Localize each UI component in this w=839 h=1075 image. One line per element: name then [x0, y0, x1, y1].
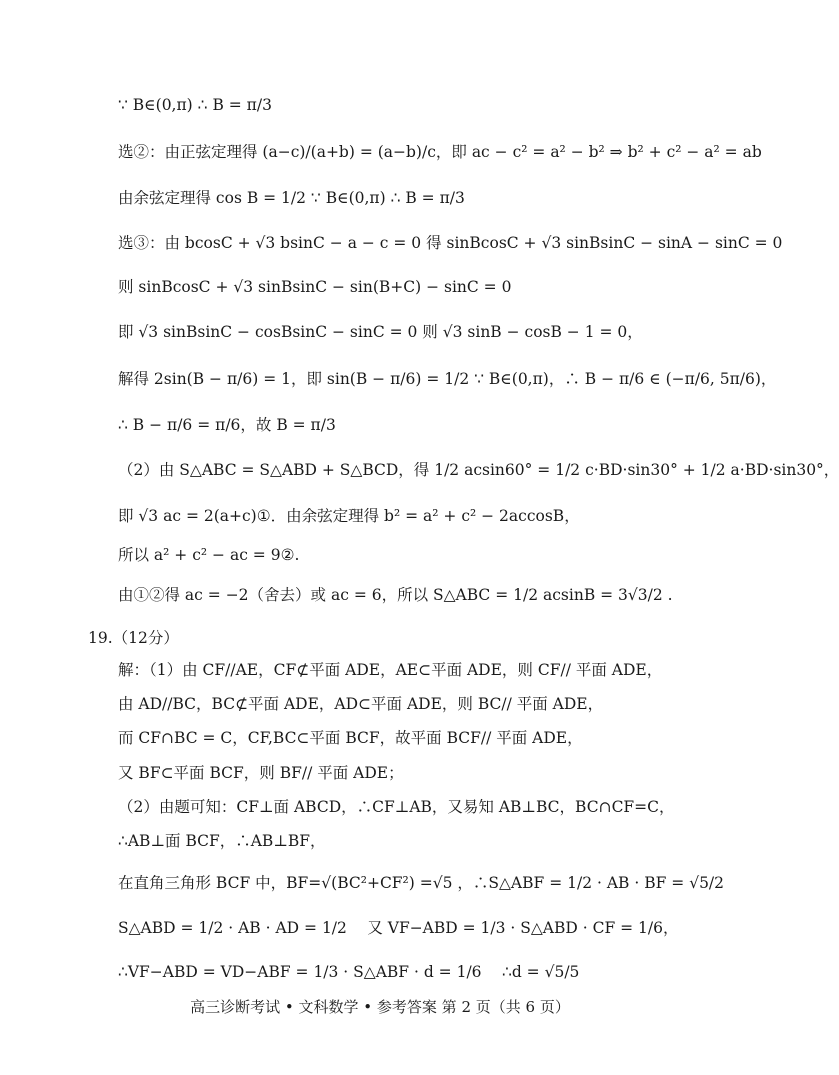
solution-line: 即 √3 sinBsinC − cosBsinC − sinC = 0 则 √3 sinB − cosB − 1 = 0，: [118, 323, 643, 341]
solution-line: 则 sinBcosC + √3 sinBsinC − sin(B+C) − sinC = 0: [118, 278, 512, 296]
solution-line: 所以 a² + c² − ac = 9②.: [118, 546, 300, 564]
page-footer: 高三诊断考试 • 文科数学 • 参考答案 第 2 页（共 6 页）: [190, 998, 570, 1016]
question-number: 19.（12分）: [88, 629, 179, 647]
solution-line: ∴AB⊥面 BCF，∴AB⊥BF，: [118, 832, 326, 850]
solution-line: 选③：由 bcosC + √3 bsinC − a − c = 0 得 sinBcosC + √3 sinBsinC − sinA − sinC = 0: [118, 234, 783, 252]
solution-line: （2）由 S△ABC = S△ABD + S△BCD，得 1/2 acsin60° = 1/2 c·BD·sin30° + 1/2 a·BD·sin30°，: [118, 461, 839, 479]
solution-line: 即 √3 ac = 2(a+c)①．由余弦定理得 b² = a² + c² − 2accosB，: [118, 507, 580, 525]
solution-line: 在直角三角形 BCF 中，BF=√(BC²+CF²) =√5 ，∴S△ABF = 1/2 · AB · BF = √5/2: [118, 874, 725, 892]
solution-line: ∴VF−ABD = VD−ABF = 1/3 · S△ABF · d = 1/6 ∴d = √5/5: [118, 963, 580, 981]
solution-line: 由①②得 ac = −2（舍去）或 ac = 6，所以 S△ABC = 1/2 acsinB = 3√3/2 .: [118, 586, 673, 604]
solution-line: S△ABD = 1/2 · AB · AD = 1/2 又 VF−ABD = 1/3 · S△ABD · CF = 1/6，: [118, 919, 679, 937]
solution-line: 解得 2sin(B − π/6) = 1，即 sin(B − π/6) = 1/2 ∵ B∈(0,π)，∴ B − π/6 ∈ (−π/6, 5π/6)，: [118, 370, 777, 388]
solution-line: 而 CF∩BC = C，CF,BC⊂平面 BCF，故平面 BCF// 平面 ADE，: [118, 729, 583, 747]
solution-line: 解：（1）由 CF//AE，CF⊄平面 ADE，AE⊂平面 ADE，则 CF// 平面 ADE，: [118, 661, 663, 679]
solution-line: 又 BF⊂平面 BCF，则 BF// 平面 ADE；: [118, 764, 404, 782]
solution-line: ∴ B − π/6 = π/6，故 B = π/3: [118, 416, 336, 434]
solution-line: （2）由题可知：CF⊥面 ABCD，∴CF⊥AB，又易知 AB⊥BC，BC∩CF=C，: [118, 798, 675, 816]
solution-line: 由 AD//BC，BC⊄平面 ADE，AD⊂平面 ADE，则 BC// 平面 ADE，: [118, 695, 604, 713]
solution-line: 由余弦定理得 cos B = 1/2 ∵ B∈(0,π) ∴ B = π/3: [118, 189, 465, 207]
solution-line: ∵ B∈(0,π) ∴ B = π/3: [118, 96, 272, 114]
solution-line: 选②：由正弦定理得 (a−c)/(a+b) = (a−b)/c，即 ac − c² = a² − b² ⇒ b² + c² − a² = ab: [118, 143, 762, 161]
